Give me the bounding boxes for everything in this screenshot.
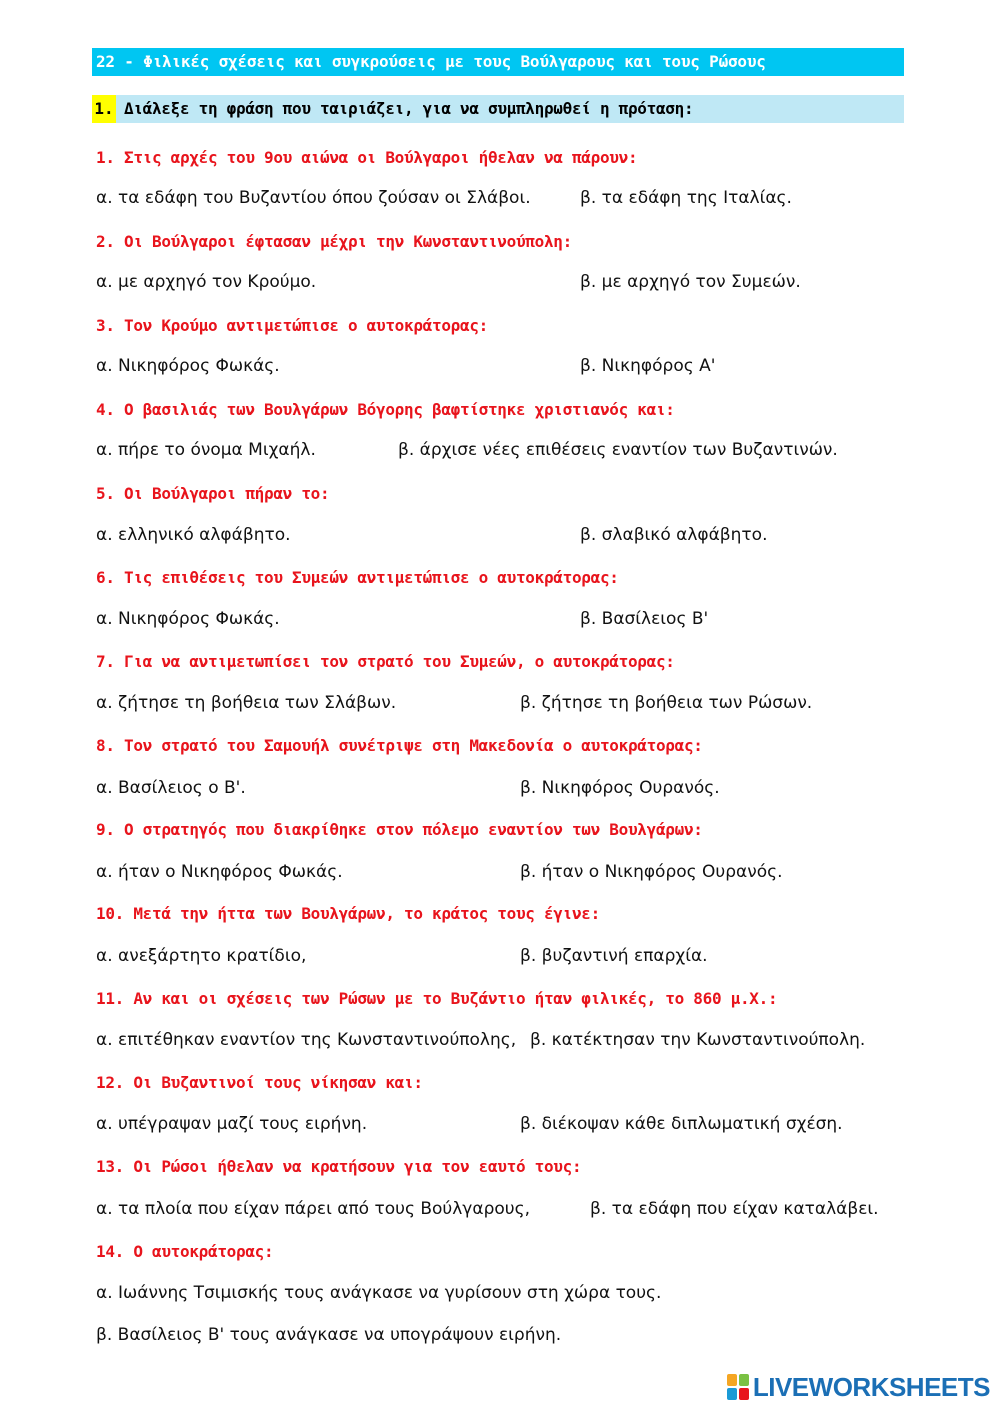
question-8-option-b[interactable]: β. Νικηφόρος Ουρανός. (520, 778, 720, 798)
question-2-option-a[interactable]: α. με αρχηγό τον Κρούμο. (96, 272, 317, 292)
question-8: 8. Τον στρατό του Σαμουήλ συνέτριψε στη Μακεδονία ο αυτοκράτορας: (96, 736, 703, 755)
question-14-option-a[interactable]: α. Ιωάννης Τσιμισκής τους ανάγκασε να γυρίσουν στη χώρα τους. (96, 1283, 662, 1303)
logo-text: LIVEWORKSHEETS (752, 1371, 990, 1402)
page-title: 22 - Φιλικές σχέσεις και συγκρούσεις με τους Βούλγαρους και τους Ρώσους (96, 52, 766, 71)
question-3-option-b[interactable]: β. Νικηφόρος Α' (580, 356, 716, 376)
question-13-option-a[interactable]: α. τα πλοία που είχαν πάρει από τους Βούλγαρους, (96, 1199, 530, 1219)
question-5-option-a[interactable]: α. ελληνικό αλφάβητο. (96, 525, 291, 545)
logo-tile-3 (727, 1388, 737, 1400)
question-4-option-a[interactable]: α. πήρε το όνομα Μιχαήλ. (96, 440, 316, 460)
question-13: 13. Οι Ρώσοι ήθελαν να κρατήσουν για τον εαυτό τους: (96, 1157, 582, 1176)
question-13-option-b[interactable]: β. τα εδάφη που είχαν καταλάβει. (590, 1199, 879, 1219)
question-14-option-b[interactable]: β. Βασίλειος Β' τους ανάγκασε να υπογράψουν ειρήνη. (96, 1325, 562, 1345)
question-7: 7. Για να αντιμετωπίσει τον στρατό του Συμεών, ο αυτοκράτορας: (96, 652, 675, 671)
question-2: 2. Οι Βούλγαροι έφτασαν μέχρι την Κωνσταντινούπολη: (96, 232, 572, 251)
question-3-option-a[interactable]: α. Νικηφόρος Φωκάς. (96, 356, 280, 376)
question-14: 14. Ο αυτοκράτορας: (96, 1242, 274, 1261)
question-8-option-a[interactable]: α. Βασίλειος ο Β'. (96, 778, 246, 798)
logo-icon (727, 1374, 749, 1400)
question-10-option-b[interactable]: β. βυζαντινή επαρχία. (520, 946, 708, 966)
question-10-option-a[interactable]: α. ανεξάρτητο κρατίδιο, (96, 946, 307, 966)
question-10: 10. Μετά την ήττα των Βουλγάρων, το κράτος τους έγινε: (96, 904, 600, 923)
question-9: 9. Ο στρατηγός που διακρίθηκε στον πόλεμο εναντίον των Βουλγάρων: (96, 820, 703, 839)
instruction-number: 1. (92, 95, 116, 123)
question-6-option-b[interactable]: β. Βασίλειος Β' (580, 609, 709, 629)
logo-tile-1 (727, 1374, 737, 1386)
question-11-option-b[interactable]: β. κατέκτησαν την Κωνσταντινούπολη. (530, 1030, 866, 1050)
logo-tile-2 (739, 1374, 749, 1386)
question-12: 12. Οι Βυζαντινοί τους νίκησαν και: (96, 1073, 423, 1092)
question-4-option-b[interactable]: β. άρχισε νέες επιθέσεις εναντίον των Βυζαντινών. (398, 440, 838, 460)
question-5-option-b[interactable]: β. σλαβικό αλφάβητο. (580, 525, 768, 545)
logo-tile-4 (739, 1388, 749, 1400)
question-6-option-a[interactable]: α. Νικηφόρος Φωκάς. (96, 609, 280, 629)
question-2-option-b[interactable]: β. με αρχηγό τον Συμεών. (580, 272, 801, 292)
liveworksheets-logo (727, 1371, 990, 1403)
question-1-option-b[interactable]: β. τα εδάφη της Ιταλίας. (580, 188, 792, 208)
question-3: 3. Τον Κρούμο αντιμετώπισε ο αυτοκράτορας: (96, 316, 488, 335)
question-7-option-a[interactable]: α. ζήτησε τη βοήθεια των Σλάβων. (96, 693, 397, 713)
question-12-option-a[interactable]: α. υπέγραψαν μαζί τους ειρήνη. (96, 1114, 368, 1134)
question-11: 11. Αν και οι σχέσεις των Ρώσων με το Βυζάντιο ήταν φιλικές, το 860 μ.Χ.: (96, 989, 778, 1008)
question-4: 4. Ο βασιλιάς των Βουλγάρων Βόγορης βαφτίστηκε χριστιανός και: (96, 400, 675, 419)
question-11-option-a[interactable]: α. επιτέθηκαν εναντίον της Κωνσταντινούπολης, (96, 1030, 517, 1050)
question-9-option-a[interactable]: α. ήταν ο Νικηφόρος Φωκάς. (96, 862, 343, 882)
question-1-option-a[interactable]: α. τα εδάφη του Βυζαντίου όπου ζούσαν οι Σλάβοι. (96, 188, 531, 208)
title-bar (92, 48, 904, 76)
question-12-option-b[interactable]: β. διέκοψαν κάθε διπλωματική σχέση. (520, 1114, 843, 1134)
question-1: 1. Στις αρχές του 9ου αιώνα οι Βούλγαροι ήθελαν να πάρουν: (96, 148, 638, 167)
instruction-bar (92, 95, 904, 123)
question-5: 5. Οι Βούλγαροι πήραν το: (96, 484, 330, 503)
instruction-text: Διάλεξε τη φράση που ταιριάζει, για να συμπληρωθεί η πρόταση: (124, 99, 694, 118)
question-9-option-b[interactable]: β. ήταν ο Νικηφόρος Ουρανός. (520, 862, 783, 882)
question-6: 6. Τις επιθέσεις του Συμεών αντιμετώπισε ο αυτοκράτορας: (96, 568, 619, 587)
question-7-option-b[interactable]: β. ζήτησε τη βοήθεια των Ρώσων. (520, 693, 813, 713)
